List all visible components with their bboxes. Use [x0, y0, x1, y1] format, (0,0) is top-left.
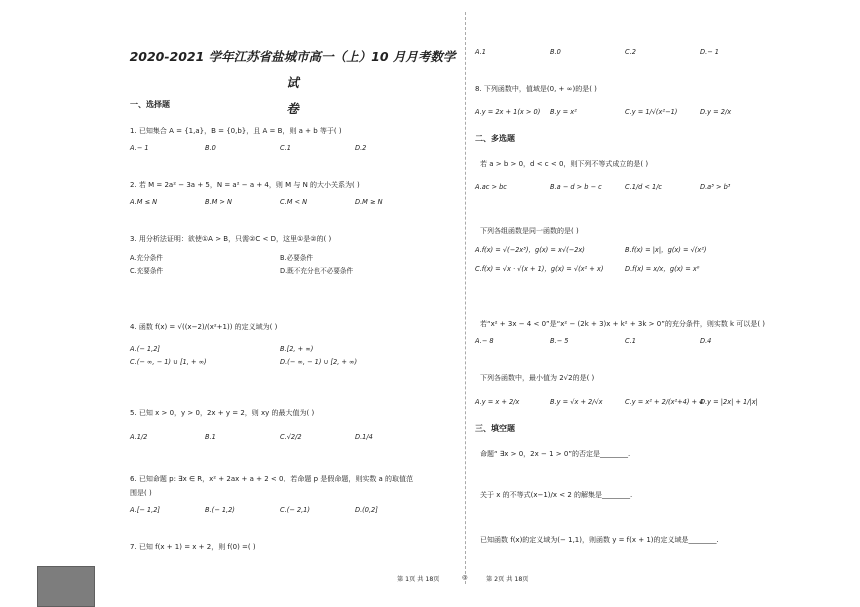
q5-option-b: B.1 [205, 433, 216, 441]
m2-option-a: A.f(x) = √(−2x³)，g(x) = x√(−2x) [475, 246, 585, 254]
q3-option-a: A.充分条件 [130, 254, 163, 262]
q7-option-c: C.2 [625, 48, 636, 56]
title-line-1: 2020-2021 学年江苏省盐城市高一（上）10 月月考数学试 [129, 49, 456, 90]
q6-option-a: A.[− 1,2] [130, 506, 160, 514]
q2-option-c: C.M < N [280, 198, 308, 206]
m2-stem: 下列各组函数是同一函数的是( ) [480, 227, 579, 235]
q7-stem: 7. 已知 f(x + 1) = x + 2，则 f(0) =( ) [130, 543, 256, 551]
q3-option-d: D.既不充分也不必要条件 [280, 267, 354, 275]
q6-stem-line1: 6. 已知命题 p: ∃x ∈ R，x² + 2ax + a + 2 < 0．若命题 p 是假命题，则实数 a 的取值范 [130, 475, 414, 483]
m3-option-c: C.1 [625, 337, 636, 345]
m3-stem: 若“x² + 3x − 4 < 0”是“x² − (2k + 3)x + k² + 3k > 0”的充分条件，则实数 k 可以是( ) [480, 320, 766, 328]
m1-stem: 若 a > b > 0，d < c < 0，则下列不等式成立的是( ) [480, 160, 649, 168]
m2-option-b: B.f(x) = |x|，g(x) = √(x²) [625, 246, 707, 254]
title-line-2: 卷 [286, 101, 299, 116]
exam-title [125, 44, 460, 122]
q2-option-d: D.M ≥ N [355, 198, 383, 206]
q7-option-a: A.1 [475, 48, 486, 56]
m4-option-a: A.y = x + 2/x [475, 398, 520, 406]
section-multi-choice: 二、多选题 [475, 134, 515, 143]
m2-option-d: D.f(x) = x/x，g(x) = x⁰ [625, 265, 700, 273]
q1-option-c: C.1 [280, 144, 291, 152]
q4-option-d: D.(− ∞, − 1) ∪ [2, + ∞) [280, 358, 358, 366]
q1-option-a: A.− 1 [130, 144, 149, 152]
q6-option-d: D.(0,2] [355, 506, 378, 514]
q6-option-c: C.(− 2,1) [280, 506, 310, 514]
m3-option-a: A.− 8 [475, 337, 494, 345]
m1-option-c: C.1/d < 1/c [625, 183, 663, 191]
m2-option-c: C.f(x) = √x · √(x + 1)，g(x) = √(x² + x) [475, 265, 604, 273]
q6-stem-line2: 围是( ) [130, 489, 152, 497]
q8-option-a: A.y = 2x + 1(x > 0) [475, 108, 541, 116]
page-divider [465, 12, 466, 584]
m4-option-c: C.y = x² + 2/(x²+4) + 4 [625, 398, 704, 406]
q3-option-b: B.必要条件 [280, 254, 313, 262]
q2-option-b: B.M > N [205, 198, 232, 206]
m1-option-d: D.a³ > b³ [700, 183, 731, 191]
q6-option-b: B.(− 1,2) [205, 506, 235, 514]
m1-option-b: B.a − d > b − c [550, 183, 602, 191]
q7-option-d: D.− 1 [700, 48, 719, 56]
q1-option-b: B.0 [205, 144, 216, 152]
q2-option-a: A.M ≤ N [130, 198, 158, 206]
q8-stem: 8. 下列函数中，值域是(0, + ∞)的是( ) [475, 85, 597, 93]
section-choice: 一、选择题 [130, 100, 170, 109]
q8-option-d: D.y = 2/x [700, 108, 732, 116]
q5-option-c: C.√2/2 [280, 433, 302, 441]
m4-option-b: B.y = √x + 2/√x [550, 398, 603, 406]
m3-option-b: B.− 5 [550, 337, 569, 345]
q1-option-d: D.2 [355, 144, 367, 152]
q4-option-b: B.[2, + ∞) [280, 345, 314, 353]
section-fill-blank: 三、填空题 [475, 424, 515, 433]
gray-logo-block [37, 566, 95, 607]
q5-stem: 5. 已知 x > 0，y > 0，2x + y = 2，则 xy 的最大值为( ) [130, 409, 315, 417]
q3-stem: 3. 用分析法证明：欲使①A > B，只需②C < D，这里①是②的( ) [130, 235, 332, 243]
fill-1: 命题“ ∃x > 0，2x − 1 > 0”的否定是________. [480, 450, 631, 458]
m3-option-d: D.4 [700, 337, 712, 345]
fill-3: 已知函数 f(x)的定义域为(− 1,1)，则函数 y = f(x + 1)的定义域是________. [480, 536, 719, 544]
q4-option-a: A.(− 1,2] [130, 345, 160, 353]
q8-option-b: B.y = x² [550, 108, 577, 116]
q7-option-b: B.0 [550, 48, 561, 56]
footer-page-right: 第 2页 共 18页 [486, 576, 529, 583]
m4-stem: 下列各函数中，最小值为 2√2的是( ) [480, 374, 595, 382]
q5-option-d: D.1/4 [355, 433, 373, 441]
m4-option-d: D.y = |2x| + 1/|x| [700, 398, 758, 406]
q3-option-c: C.充要条件 [130, 267, 164, 275]
fill-2: 关于 x 的不等式(x−1)/x < 2 的解集是________. [480, 491, 633, 499]
q1-stem: 1. 已知集合 A = {1,a}，B = {0,b}，且 A = B，则 a + b 等于( ) [130, 127, 342, 135]
q8-option-c: C.y = 1/√(x²−1) [625, 108, 678, 116]
footer-page-left: 第 1页 共 18页 [397, 576, 440, 583]
q2-stem: 2. 若 M = 2a² − 3a + 5，N = a² − a + 4，则 M 与 N 的大小关系为( ) [130, 181, 360, 189]
q4-option-c: C.(− ∞, − 1) ∪ [1, + ∞) [130, 358, 207, 366]
m1-option-a: A.ac > bc [475, 183, 507, 191]
footer-separator: ◎ [462, 574, 468, 581]
q5-option-a: A.1/2 [130, 433, 148, 441]
q4-stem: 4. 函数 f(x) = √((x−2)/(x²+1)) 的定义域为( ) [130, 323, 278, 331]
